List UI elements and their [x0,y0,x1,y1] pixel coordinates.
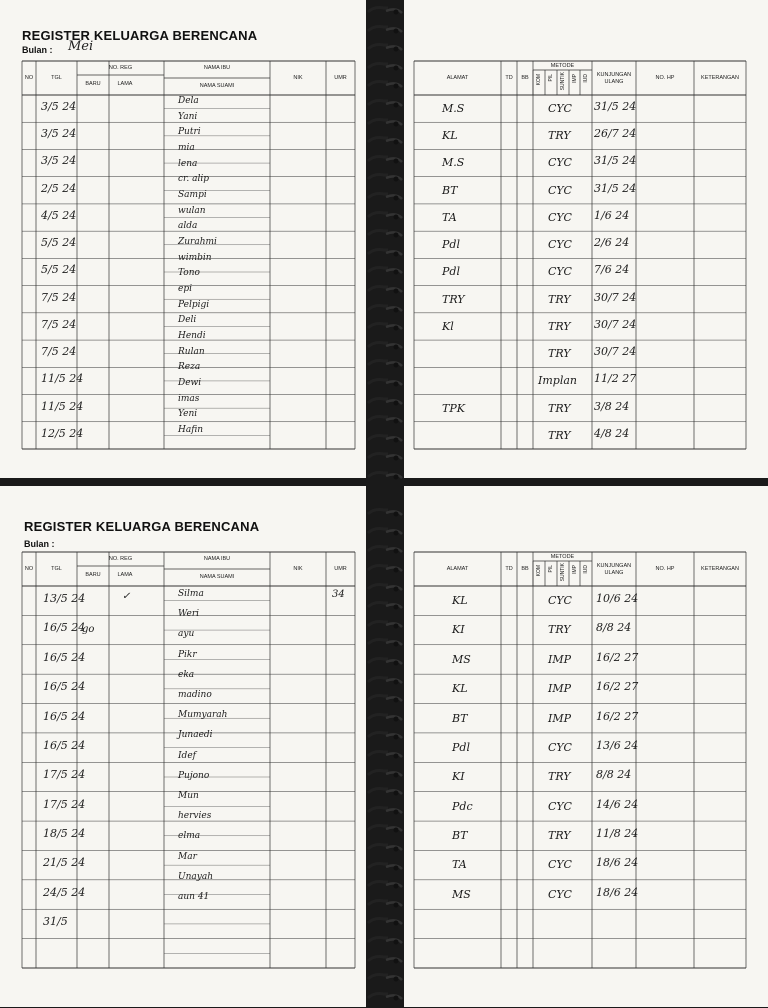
date-entry: 21/5 24 [43,856,86,870]
date-entry: 16/5 24 [43,680,86,694]
header-suntik: SUNTIK [560,72,566,91]
metode-entry: CYC [548,102,572,115]
name-entry: wimbin [178,252,212,263]
kunjungan-entry: 11/2 27 [594,372,637,386]
alamat-entry: KL [452,594,468,607]
date-entry: 3/5 24 [41,127,77,141]
header-kom: KOM [536,565,542,577]
kunjungan-entry: 10/6 24 [596,592,639,605]
kunjungan-entry: 4/8 24 [594,426,630,440]
metode-entry: TRY [548,401,571,415]
name-entry: eka [178,669,195,680]
kunjungan-entry: 30/7 24 [594,317,637,331]
bulan-value: Mei [68,39,94,54]
metode-entry: TRY [548,428,571,442]
name-entry: Weri [178,609,200,620]
name-entry: Mumyarah [178,710,228,721]
date-entry: 18/5 24 [43,827,86,841]
header-metode: METODE [550,554,575,560]
metode-entry: TRY [548,129,571,143]
date-entry: 11/5 24 [41,399,84,413]
header-alamat: ALAMAT [446,566,469,572]
date-entry: 7/5 24 [41,345,77,359]
kunjungan-entry: 11/8 24 [596,827,639,841]
header-umr: UMR [334,75,347,81]
alamat-entry: TA [452,858,467,872]
name-entry: cr. alip [178,174,209,185]
metode-entry: CYC [548,594,572,607]
name-entry: Hendi [178,330,206,341]
alamat-entry: BT [452,829,468,843]
alamat-entry: KI [452,770,465,784]
kunjungan-entry: 16/2 27 [596,709,639,723]
alamat-entry: BT [442,183,458,197]
header-no: NO [24,566,34,572]
metode-entry: TRY [548,829,571,843]
kunjungan-entry: 26/7 24 [594,127,637,141]
header-suntik: SUNTIK [560,563,566,582]
header-ulang: ULANG [604,570,624,576]
header-pil: PIL [548,74,554,82]
date-entry: 7/5 24 [41,317,77,331]
name-entry: lena [178,158,198,169]
header-keterangan: KETERANGAN [701,75,739,81]
name-entry: Dewi [178,377,202,388]
metode-entry: CYC [548,183,572,197]
date-entry: 4/5 24 [41,208,77,222]
alamat-entry: KL [452,682,468,696]
name-entry: Pelpigi [178,299,210,310]
name-entry: Deli [178,315,197,326]
header-imp: IMP [572,565,578,574]
kunjungan-entry: 1/6 24 [594,208,630,222]
metode-entry: CYC [548,799,572,813]
name-entry: imas [178,393,200,404]
name-entry: Dela [178,96,199,106]
name-entry: hervies [178,811,212,822]
date-entry: 24/5 24 [43,885,86,899]
header-bb: BB [521,75,529,81]
kunjungan-entry: 30/7 24 [594,345,637,359]
header-lama: LAMA [117,572,133,578]
kunjungan-entry: 30/7 24 [594,290,637,304]
header-no-hp: NO. HP [655,75,675,81]
bulan-label: Bulan : [22,45,53,55]
name-entry: alda [178,221,198,232]
name-entry: elma [178,831,201,842]
metode-entry: Implan [538,374,577,388]
name-entry: Idef [178,750,196,761]
header-imp: IMP [572,74,578,83]
metode-entry: CYC [548,740,572,754]
header-kunjungan: KUNJUNGAN [596,72,632,78]
kunjungan-entry: 3/8 24 [594,399,630,413]
kunjungan-entry: 31/5 24 [594,181,637,195]
header-no: NO [24,75,34,81]
lama-mark: ✓ [122,591,131,602]
page-title: REGISTER KELUARGA BERENCANA [22,28,258,43]
bulan-label-2: Bulan : [24,539,55,549]
name-entry: Hafin [178,424,204,435]
name-entry: ayu [178,629,195,640]
metode-entry: CYC [548,238,572,252]
kunjungan-entry: 2/6 24 [594,236,630,250]
name-entry: aun 41 [178,892,210,903]
header-baru: BARU [85,81,101,87]
name-entry: Unayah [178,871,213,882]
name-entry: Reza [178,362,201,373]
header-no-reg: NO. REG [108,65,133,71]
header-alamat: ALAMAT [446,75,469,81]
alamat-entry: M.S [442,156,465,170]
header-keterangan: KETERANGAN [701,566,739,572]
metode-entry: IMP [548,652,572,666]
kunjungan-entry: 16/2 27 [596,650,639,664]
header-lama: LAMA [117,81,133,87]
header-ulang: ULANG [604,79,624,85]
alamat-entry: TPK [442,401,465,415]
kunjungan-entry: 31/5 24 [594,100,637,113]
kunjungan-entry: 8/8 24 [596,768,632,782]
header-kunjungan: KUNJUNGAN [596,563,632,569]
name-entry: Junaedi [178,730,213,741]
date-entry: 17/5 24 [43,768,86,782]
name-entry: madino [178,690,212,700]
header-nama-suami: NAMA SUAMI [199,574,235,580]
date-entry: 16/5 24 [43,650,86,664]
date-entry: 5/5 24 [41,263,77,277]
name-entry: Yani [178,111,198,122]
header-iud: IUD [583,565,589,574]
header-nama-ibu: NAMA IBU [203,556,231,562]
name-entry: Mar [178,851,197,862]
metode-entry: CYC [548,210,572,224]
header-pil: PIL [548,565,554,573]
header-metode: METODE [550,63,575,69]
header-no-reg: NO. REG [108,556,133,562]
name-entry: wulan [178,205,206,216]
header-nik: NIK [293,75,303,81]
name-entry: Rulan [178,346,205,357]
date-entry: 7/5 24 [41,290,77,304]
umr-entry: 34 [332,589,345,600]
kunjungan-entry: 8/8 24 [596,621,632,635]
alamat-entry: M.S [442,102,465,115]
metode-entry: TRY [548,347,571,361]
name-entry: epi [178,283,192,294]
name-entry: Silma [178,589,204,599]
metode-entry: CYC [548,887,572,901]
metode-entry: IMP [548,711,572,725]
name-entry: Sampi [178,189,207,200]
kunjungan-entry: 14/6 24 [596,797,639,811]
name-entry: Mun [178,791,199,802]
header-umr: UMR [334,566,347,572]
name-entry: Putri [178,127,201,138]
header-nik: NIK [293,566,303,572]
alamat-entry: Pdl [452,740,470,754]
header-tgl: TGL [51,75,62,81]
date-entry: 3/5 24 [41,154,77,168]
name-entry: Tono [178,268,200,279]
date-entry: 12/5 24 [41,426,84,440]
alamat-entry: Pdl [442,238,460,252]
metode-entry: CYC [548,858,572,872]
date-entry: 16/5 24 [43,738,86,752]
kunjungan-entry: 18/6 24 [596,885,639,899]
header-iud: IUD [583,74,589,83]
header-bb: BB [521,566,529,572]
header-kom: KOM [536,74,542,86]
kunjungan-entry: 7/6 24 [594,263,630,277]
page-title-2: REGISTER KELUARGA BERENCANA [24,519,260,534]
metode-entry: TRY [548,319,571,333]
alamat-entry: TRY [442,292,465,306]
metode-entry: CYC [548,156,572,170]
alamat-entry: Pdl [442,265,460,279]
header-nama-suami: NAMA SUAMI [199,83,235,89]
alamat-entry: BT [452,711,468,725]
kunjungan-entry: 31/5 24 [594,154,637,168]
alamat-entry: KL [442,129,458,143]
alamat-entry: Kl [442,319,454,333]
date-entry: 16/5 24 [43,709,86,723]
alamat-entry: Pdc [452,799,473,813]
alamat-entry: KI [452,623,465,637]
alamat-entry: MS [452,887,471,901]
date-entry: 17/5 24 [43,797,86,811]
metode-entry: TRY [548,770,571,784]
date-entry: 5/5 24 [41,236,77,250]
metode-entry: TRY [548,292,571,306]
name-entry: Zurahmi [178,236,217,247]
name-entry: mia [178,142,195,153]
date-entry: 3/5 24 [41,100,77,113]
alamat-entry: MS [452,652,471,666]
header-td: TD [505,566,513,572]
header-no-hp: NO. HP [655,566,675,572]
date-entry: 31/5 [43,915,68,929]
baru-mark: go [82,624,95,636]
kunjungan-entry: 13/6 24 [596,738,639,752]
date-entry: 13/5 24 [43,592,86,605]
name-entry: Yeni [178,409,198,420]
alamat-entry: TA [442,210,457,224]
kunjungan-entry: 16/2 27 [596,680,639,694]
date-entry: 16/5 24 [43,621,86,635]
header-nama-ibu: NAMA IBU [203,65,231,71]
kunjungan-entry: 18/6 24 [596,856,639,870]
metode-entry: TRY [548,623,571,637]
date-entry: 2/5 24 [41,181,77,195]
header-td: TD [505,75,513,81]
name-entry: Pujono [178,770,210,781]
date-entry: 11/5 24 [41,372,84,386]
name-entry: Pikr [178,649,197,660]
metode-entry: IMP [548,682,572,696]
header-baru: BARU [85,572,101,578]
header-tgl: TGL [51,566,62,572]
metode-entry: CYC [548,265,572,279]
